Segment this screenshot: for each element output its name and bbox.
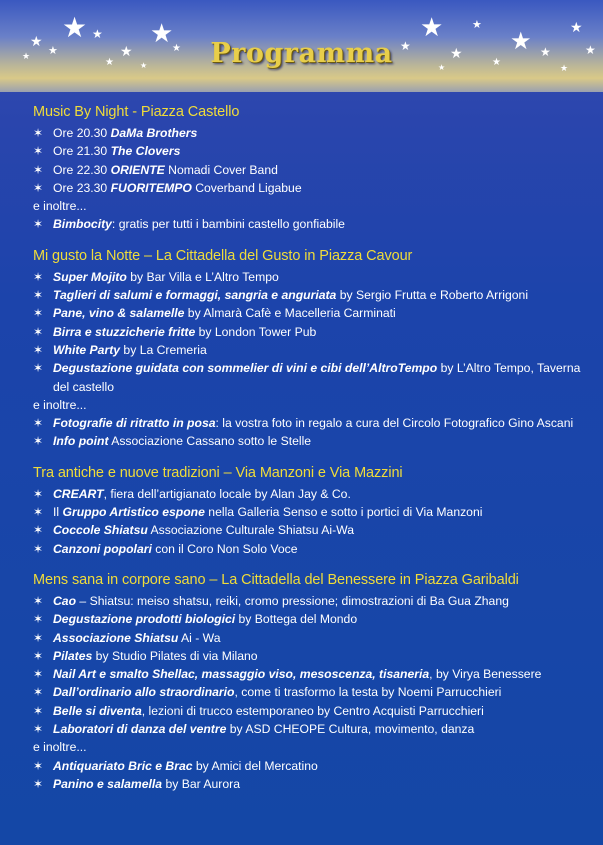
list-item bbox=[33, 647, 593, 665]
star-icon: ★ bbox=[510, 28, 532, 55]
bullet-icon: ✶ bbox=[33, 758, 44, 773]
item-highlight: Degustazione guidata con sommelier di vini e cibi dell’AltroTempo bbox=[53, 361, 438, 376]
list-item bbox=[33, 757, 593, 775]
bullet-icon: ✶ bbox=[33, 486, 44, 501]
list-item bbox=[33, 540, 593, 558]
list-item bbox=[33, 304, 593, 322]
list-item bbox=[33, 268, 593, 286]
bullet-icon: ✶ bbox=[33, 288, 44, 303]
item-text: by Bottega del Mondo bbox=[235, 612, 358, 627]
bullet-icon: ✶ bbox=[33, 593, 44, 608]
item-text: by L’Altro Tempo, Taverna del castello bbox=[53, 361, 581, 394]
bullet-icon: ✶ bbox=[33, 361, 44, 376]
event-list bbox=[33, 592, 593, 738]
item-text: by Almarà Cafè e Macelleria Carminati bbox=[184, 306, 396, 321]
list-item bbox=[33, 432, 593, 450]
list-item bbox=[33, 485, 593, 503]
bullet-icon: ✶ bbox=[33, 416, 44, 431]
list-item bbox=[33, 323, 593, 341]
program-section bbox=[33, 248, 593, 451]
list-item bbox=[33, 124, 593, 142]
section-title: Music By Night - Piazza Castello bbox=[33, 104, 240, 120]
bullet-icon: ✶ bbox=[33, 648, 44, 663]
star-icon: ★ bbox=[570, 19, 583, 35]
star-icon: ★ bbox=[560, 63, 569, 73]
item-text: Coverband Ligabue bbox=[191, 180, 302, 195]
bullet-icon: ✶ bbox=[33, 144, 44, 159]
list-item bbox=[33, 414, 593, 432]
item-highlight: Bimbocity bbox=[53, 217, 112, 232]
bullet-icon: ✶ bbox=[33, 342, 44, 357]
item-highlight: Coccole Shiatsu bbox=[53, 523, 148, 538]
program-content bbox=[33, 104, 593, 807]
bullet-icon: ✶ bbox=[33, 541, 44, 556]
item-highlight: Cao bbox=[53, 593, 77, 608]
list-item bbox=[33, 720, 593, 738]
bullet-icon: ✶ bbox=[33, 324, 44, 339]
item-text: by London Tower Pub bbox=[195, 324, 317, 339]
list-item bbox=[33, 215, 593, 233]
item-text: Ore 23.30 bbox=[53, 180, 111, 195]
extra-list bbox=[33, 215, 593, 233]
program-section bbox=[33, 104, 593, 234]
item-highlight: Pane, vino & salamelle bbox=[53, 306, 185, 321]
item-text: , lezioni di trucco estemporaneo by Centro Acquisti Parrucchieri bbox=[141, 703, 484, 718]
item-text: , fiera dell’artigianato locale by Alan Jay & Co. bbox=[103, 486, 351, 501]
item-text: – Shiatsu: meiso shatsu, reiki, cromo pressione; dimostrazioni di Ba Gua Zhang bbox=[76, 593, 509, 608]
star-icon: ★ bbox=[438, 63, 446, 72]
more-label: e inoltre... bbox=[33, 397, 87, 412]
bullet-icon: ✶ bbox=[33, 126, 44, 140]
item-text: , by Virya Benessere bbox=[429, 667, 542, 682]
list-item bbox=[33, 683, 593, 701]
item-highlight: ORIENTE bbox=[110, 162, 165, 177]
item-text: Nomadi Cover Band bbox=[164, 162, 278, 177]
bullet-icon: ✶ bbox=[33, 776, 44, 791]
item-text: by ASD CHEOPE Cultura, movimento, danza bbox=[226, 722, 475, 737]
list-item bbox=[33, 665, 593, 683]
item-text: by Bar Aurora bbox=[162, 776, 240, 791]
bullet-icon: ✶ bbox=[33, 722, 44, 737]
item-highlight: Dall’ordinario allo straordinario bbox=[53, 685, 235, 700]
item-text: nella Galleria Senso e sotto i portici di Via Manzoni bbox=[204, 505, 483, 520]
star-icon: ★ bbox=[585, 43, 596, 57]
item-highlight: Fotografie di ritratto in posa bbox=[53, 416, 216, 431]
list-item bbox=[33, 161, 593, 179]
star-icon: ★ bbox=[172, 43, 181, 54]
extra-list bbox=[33, 414, 593, 451]
item-highlight: Degustazione prodotti biologici bbox=[53, 612, 236, 627]
event-list bbox=[33, 485, 593, 558]
bullet-icon: ✶ bbox=[33, 217, 44, 232]
item-text: con il Coro Non Solo Voce bbox=[151, 541, 298, 556]
star-icon: ★ bbox=[62, 12, 88, 43]
item-text: Ore 22.30 bbox=[53, 162, 111, 177]
item-text: : gratis per tutti i bambini castello gonfiabile bbox=[111, 217, 345, 232]
bullet-icon: ✶ bbox=[33, 667, 44, 682]
program-section bbox=[33, 465, 593, 558]
item-highlight: Associazione Shiatsu bbox=[53, 630, 179, 645]
list-item bbox=[33, 286, 593, 304]
item-text: by La Cremeria bbox=[120, 342, 207, 357]
page-title: Programma bbox=[210, 38, 393, 69]
list-item bbox=[33, 521, 593, 539]
item-highlight: Pilates bbox=[53, 648, 93, 663]
list-item bbox=[33, 359, 593, 396]
item-highlight: Laboratori di danza del ventre bbox=[53, 722, 227, 737]
star-icon: ★ bbox=[120, 43, 133, 59]
item-text: by Sergio Frutta e Roberto Arrigoni bbox=[336, 288, 529, 303]
star-icon: ★ bbox=[450, 45, 463, 61]
item-highlight: Taglieri di salumi e formaggi, sangria e anguriata bbox=[53, 288, 337, 303]
bullet-icon: ✶ bbox=[33, 630, 44, 645]
bullet-icon: ✶ bbox=[33, 523, 44, 538]
star-icon: ★ bbox=[492, 57, 501, 68]
list-item bbox=[33, 629, 593, 647]
event-list bbox=[33, 268, 593, 396]
item-text: , come ti trasformo la testa by Noemi Parrucchieri bbox=[234, 685, 502, 700]
item-highlight: FUORITEMPO bbox=[110, 180, 192, 195]
item-highlight: Nail Art e smalto Shellac, massaggio viso, mesoscenza, tisaneria bbox=[53, 667, 430, 682]
item-highlight: Antiquariato Bric e Brac bbox=[53, 758, 193, 773]
star-icon: ★ bbox=[22, 51, 31, 61]
star-icon: ★ bbox=[140, 61, 148, 70]
star-icon: ★ bbox=[48, 45, 58, 57]
star-icon: ★ bbox=[105, 57, 114, 68]
bullet-icon: ✶ bbox=[33, 685, 44, 700]
item-highlight: Info point bbox=[53, 434, 109, 449]
bullet-icon: ✶ bbox=[33, 434, 44, 449]
item-text: by Bar Villa e L’Altro Tempo bbox=[126, 269, 279, 284]
item-text: Ai - Wa bbox=[178, 630, 221, 645]
item-highlight: Belle si diventa bbox=[53, 703, 142, 718]
list-item bbox=[33, 142, 593, 160]
star-icon: ★ bbox=[30, 33, 43, 49]
item-highlight: DaMa Brothers bbox=[110, 126, 198, 140]
item-highlight: White Party bbox=[53, 342, 121, 357]
more-label: e inoltre... bbox=[33, 740, 87, 755]
star-icon: ★ bbox=[540, 45, 551, 59]
event-list bbox=[33, 124, 593, 197]
item-highlight: Canzoni popolari bbox=[53, 541, 152, 556]
star-icon: ★ bbox=[150, 18, 174, 48]
list-item bbox=[33, 610, 593, 628]
bullet-icon: ✶ bbox=[33, 162, 44, 177]
list-item bbox=[33, 702, 593, 720]
item-highlight: The Clovers bbox=[110, 144, 181, 159]
star-icon: ★ bbox=[420, 12, 444, 42]
list-item bbox=[33, 179, 593, 197]
item-text: : la vostra foto in regalo a cura del Circolo Fotografico Gino Ascani bbox=[215, 416, 574, 431]
bullet-icon: ✶ bbox=[33, 306, 44, 321]
list-item bbox=[33, 503, 593, 521]
item-text: by Studio Pilates di via Milano bbox=[92, 648, 258, 663]
section-title: Tra antiche e nuove tradizioni – Via Manzoni e Via Mazzini bbox=[33, 464, 403, 481]
more-label: e inoltre... bbox=[33, 199, 87, 214]
section-title: Mens sana in corpore sano – La Cittadella del Benessere in Piazza Garibaldi bbox=[33, 571, 519, 588]
item-highlight: Panino e salamella bbox=[53, 776, 163, 791]
item-highlight: Gruppo Artistico espone bbox=[62, 505, 205, 520]
section-title: Mi gusto la Notte – La Cittadella del Gusto in Piazza Cavour bbox=[33, 247, 413, 264]
extra-list bbox=[33, 757, 593, 794]
item-text: Associazione Cassano sotto le Stelle bbox=[108, 434, 312, 449]
item-text: Associazione Culturale Shiatsu Ai-Wa bbox=[147, 523, 354, 538]
list-item bbox=[33, 341, 593, 359]
bullet-icon: ✶ bbox=[33, 269, 44, 284]
star-icon: ★ bbox=[400, 39, 411, 53]
bullet-icon: ✶ bbox=[33, 180, 44, 195]
item-highlight: CREART bbox=[53, 486, 104, 501]
item-text: by Amici del Mercatino bbox=[192, 758, 318, 773]
list-item bbox=[33, 592, 593, 610]
item-text: Il bbox=[53, 505, 63, 520]
item-highlight: Super Mojito bbox=[53, 269, 127, 284]
bullet-icon: ✶ bbox=[33, 612, 44, 627]
program-section bbox=[33, 572, 593, 793]
bullet-icon: ✶ bbox=[33, 703, 44, 718]
item-text: Ore 20.30 bbox=[53, 126, 111, 140]
list-item bbox=[33, 775, 593, 793]
star-icon: ★ bbox=[472, 19, 482, 31]
item-text: Ore 21.30 bbox=[53, 144, 111, 159]
star-icon: ★ bbox=[92, 27, 103, 41]
bullet-icon: ✶ bbox=[33, 505, 44, 520]
item-highlight: Birra e stuzzicherie fritte bbox=[53, 324, 196, 339]
